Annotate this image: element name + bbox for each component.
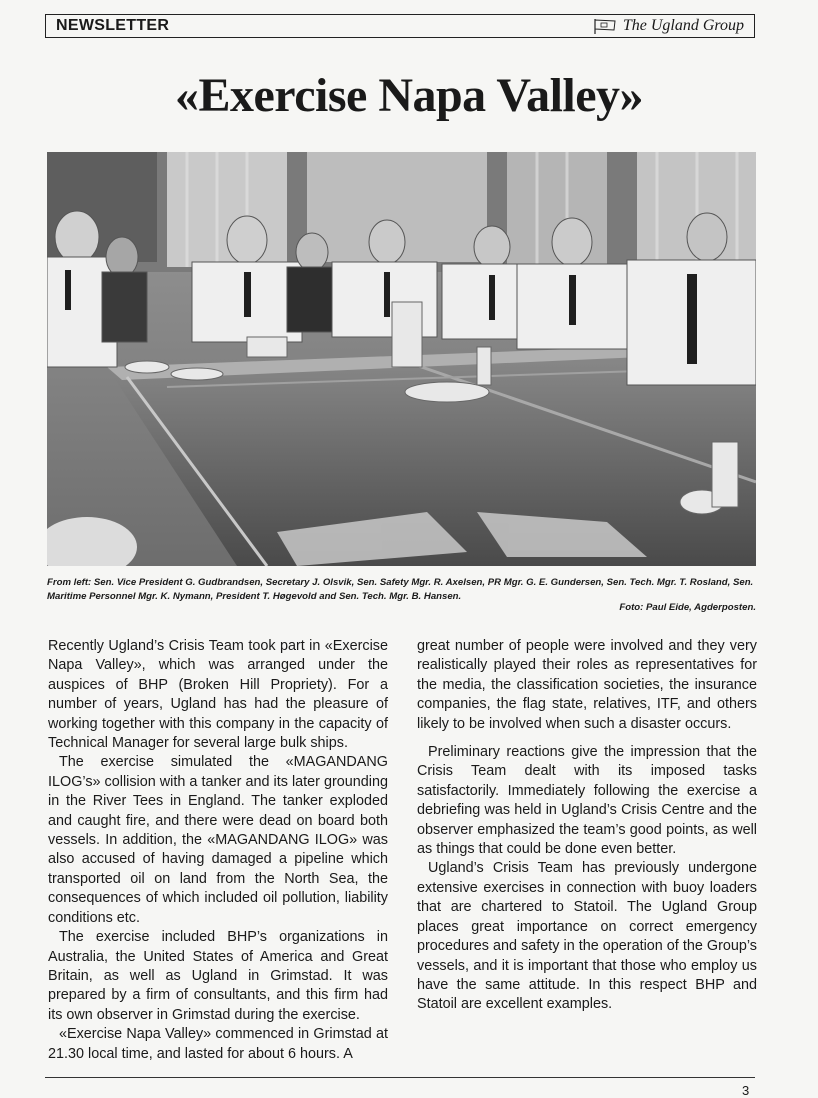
article-paragraph: The exercise simulated the «MAGANDANG ILOG’s» collision with a tanker and its later grounding in the River Tees in England. The tanker exploded and caught fire, and there were dead on board both vessels. In addition, the «MAGANDANG ILOG» was also accused of having damaged a pipeline which transported oil on land from the North Sea, the consequences of which included oil pollution, liability conditions etc. xyxy=(48,754,388,926)
article-column-left xyxy=(48,637,388,1064)
article-column-right xyxy=(417,637,757,1015)
newsletter-header xyxy=(45,14,755,38)
photo-caption: From left: Sen. Vice President G. Gudbrandsen, Secretary J. Olsvik, Sen. Safety Mgr. R. Axelsen, PR Mgr. G. E. Gundersen, Sen. Tech. Mgr. T. Rosland, Sen. Maritime Personnel Mgr. K. Nymann, President T. Høgevold and Sen. Tech. Mgr. B. Hansen. xyxy=(47,577,754,602)
page-number: 3 xyxy=(742,1083,750,1098)
article-paragraph: The exercise included BHP’s organizations in Australia, the United States of America and Great Britain, as well as Ugland in Grimstad. It was prepared by a firm of consultants, and this firm had its own observer in Grimstad during the exercise. xyxy=(48,929,388,1023)
article-paragraph: Recently Ugland’s Crisis Team took part in «Exercise Napa Valley», which was arranged under the auspices of BHP (Broken Hill Propriety). For a number of years, Ugland has had the pleasure of working together with this company in the capacity of Technical Manager for several large bulk ships. xyxy=(48,638,388,752)
newsletter-label: NEWSLETTER xyxy=(56,17,170,34)
footer-rule xyxy=(45,1077,755,1078)
article-paragraph: Preliminary reactions give the impression that the Crisis Team dealt with its imposed tasks satisfactorily. Immediately following the exercise a debriefing was held in Ugland’s Crisis Centre and the observer emphasized the team’s good points, as well as things that could be done even better. xyxy=(417,744,757,858)
brand-logo xyxy=(593,17,744,35)
crisis-team-photo xyxy=(47,152,756,566)
article-paragraph: Ugland’s Crisis Team has previously undergone extensive exercises in connection with buoy loaders that are chartered to Statoil. The Ugland Group places great importance on correct emergency procedures and safety in the operation of the Group’s vessels, and it is important that those who employ us have the same attitude. In this respect BHP and Statoil are excellent examples. xyxy=(417,860,757,1013)
ugland-flag-icon xyxy=(593,18,617,34)
article-paragraph: great number of people were involved and they very realistically played their roles as representatives for the media, the classification societies, the insurance companies, the flag state, relatives, ITF, and others likely to be involved when such a disaster occurs. xyxy=(417,638,757,732)
article-title: «Exercise Napa Valley» xyxy=(174,69,644,122)
photo-credit: Foto: Paul Eide, Agderposten. xyxy=(619,602,756,613)
article-paragraph: «Exercise Napa Valley» commenced in Grimstad at 21.30 local time, and lasted for about 6 hours. A xyxy=(48,1026,388,1062)
brand-name: The Ugland Group xyxy=(622,17,744,34)
